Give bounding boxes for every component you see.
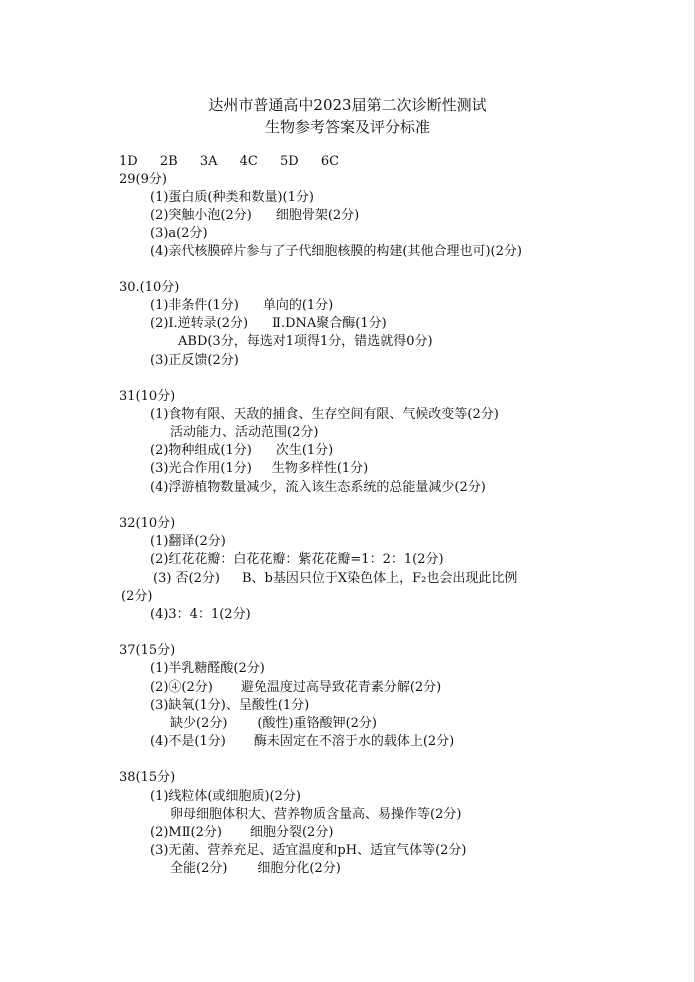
q29-heading: 29(9分)	[119, 172, 167, 187]
mc-answer: 3A	[199, 154, 218, 169]
q29-answer-4: (4)亲代核膜碎片参与了子代细胞核膜的构建(其他合理也可)(2分)	[150, 244, 522, 259]
q38-answer-2b: 细胞分裂(2分)	[249, 825, 334, 840]
q30-answer-1b: 单向的(1分)	[262, 298, 334, 313]
q31-answer-2b: 次生(1分)	[275, 443, 334, 458]
q31-answer-3b: 生物多样性(1分)	[271, 461, 369, 476]
q32-heading: 32(10分)	[119, 516, 176, 531]
q31-heading: 31(10分)	[119, 389, 176, 404]
q30-heading: 30.(10分)	[119, 280, 180, 295]
q31-answer-1a: (1)食物有限、天敌的捕食、生存空间有限、气候改变等(2分)	[150, 407, 499, 422]
q32-answer-2: (2)红花花瓣：白花花瓣：紫花花瓣=1：2：1(2分)	[150, 552, 444, 567]
mc-answer: 5D	[279, 154, 299, 169]
q31-answer-2a: (2)物种组成(1分)	[150, 443, 252, 458]
multiple-choice-answers	[119, 154, 357, 170]
q37-answer-3b: 缺少(2分)	[170, 716, 228, 731]
q37-heading: 37(15分)	[119, 643, 176, 658]
q37-answer-2b: 避免温度过高导致花青素分解(2分)	[240, 680, 442, 695]
q31-answer-3	[150, 461, 368, 477]
q32-answer-3b: B、b基因只位于X染色体上，F₂也会出现此比例	[241, 571, 518, 586]
q30-answer-2a: (2)Ⅰ.逆转录(2分)	[150, 316, 249, 331]
q38-answer-3b: 全能(2分)	[170, 861, 228, 876]
mc-answer: 4C	[239, 154, 258, 169]
q37-answer-4b: 酶未固定在不溶于水的载体上(2分)	[253, 734, 455, 749]
q37-answer-2a: (2)④(2分)	[150, 680, 213, 695]
q37-answer-1: (1)半乳糖醛酸(2分)	[150, 661, 265, 676]
q32-answer-4: (4)3：4：1(2分)	[150, 607, 251, 622]
mc-answer: 2B	[159, 154, 178, 169]
document-title: 达州市普通高中2023届第二次诊断性测试	[208, 96, 487, 114]
q30-answer-1	[150, 298, 333, 314]
q38-answer-2	[150, 825, 333, 841]
q30-answer-2b: Ⅱ.DNA聚合酶(1分)	[272, 316, 387, 331]
q30-answer-3: (3)正反馈(2分)	[150, 353, 239, 368]
q31-answer-1b: 活动能力、活动范围(2分)	[170, 425, 319, 440]
q37-answer-3c: (酸性)重铬酸钾(2分)	[257, 716, 377, 731]
document-subtitle: 生物参考答案及评分标准	[264, 118, 430, 136]
q32-answer-3	[153, 571, 517, 587]
q29-answer-1: (1)蛋白质(种类和数量)(1分)	[150, 190, 314, 205]
q38-answer-3a: (3)无菌、营养充足、适宜温度和pH、适宜气体等(2分)	[150, 843, 467, 858]
q29-answer-2	[150, 208, 359, 224]
q38-answer-1a: (1)线粒体(或细胞质)(2分)	[150, 789, 301, 804]
q30-answer-2c: ABD(3分，每选对1项得1分，错选就得0分)	[178, 334, 433, 349]
q37-answer-2	[150, 680, 441, 696]
q30-answer-2	[150, 316, 387, 332]
q31-answer-4: (4)浮游植物数量减少，流入该生态系统的总能量减少(2分)	[150, 480, 486, 495]
q32-answer-3a: (3) 否(2分)	[153, 571, 220, 586]
q37-answer-3a: (3)缺氧(1分)、呈酸性(1分)	[150, 698, 310, 713]
q38-answer-2a: (2)MⅡ(2分)	[150, 825, 222, 840]
q31-answer-3a: (3)光合作用(1分)	[150, 461, 252, 476]
q29-answer-3: (3)a(2分)	[150, 226, 208, 241]
q38-heading: 38(15分)	[119, 770, 176, 785]
q31-answer-2	[150, 443, 333, 459]
q38-answer-3c: 细胞分化(2分)	[257, 861, 341, 876]
q30-answer-1a: (1)非条件(1分)	[150, 298, 239, 313]
q38-answer-1b: 卵母细胞体积大、营养物质含量高、易操作等(2分)	[170, 807, 462, 822]
q29-answer-2a: (2)突触小泡(2分)	[150, 208, 252, 223]
q37-answer-4	[150, 734, 454, 750]
q32-answer-1: (1)翻译(2分)	[150, 534, 226, 549]
q32-answer-3c: (2分)	[121, 589, 153, 604]
q29-answer-2b: 细胞骨架(2分)	[275, 208, 360, 223]
q37-answer-4a: (4)不是(1分)	[150, 734, 226, 749]
q38-answer-3bc	[170, 861, 341, 877]
q37-answer-3bc	[170, 716, 377, 732]
mc-answer: 1D	[119, 154, 138, 169]
mc-answer: 6C	[320, 154, 340, 169]
